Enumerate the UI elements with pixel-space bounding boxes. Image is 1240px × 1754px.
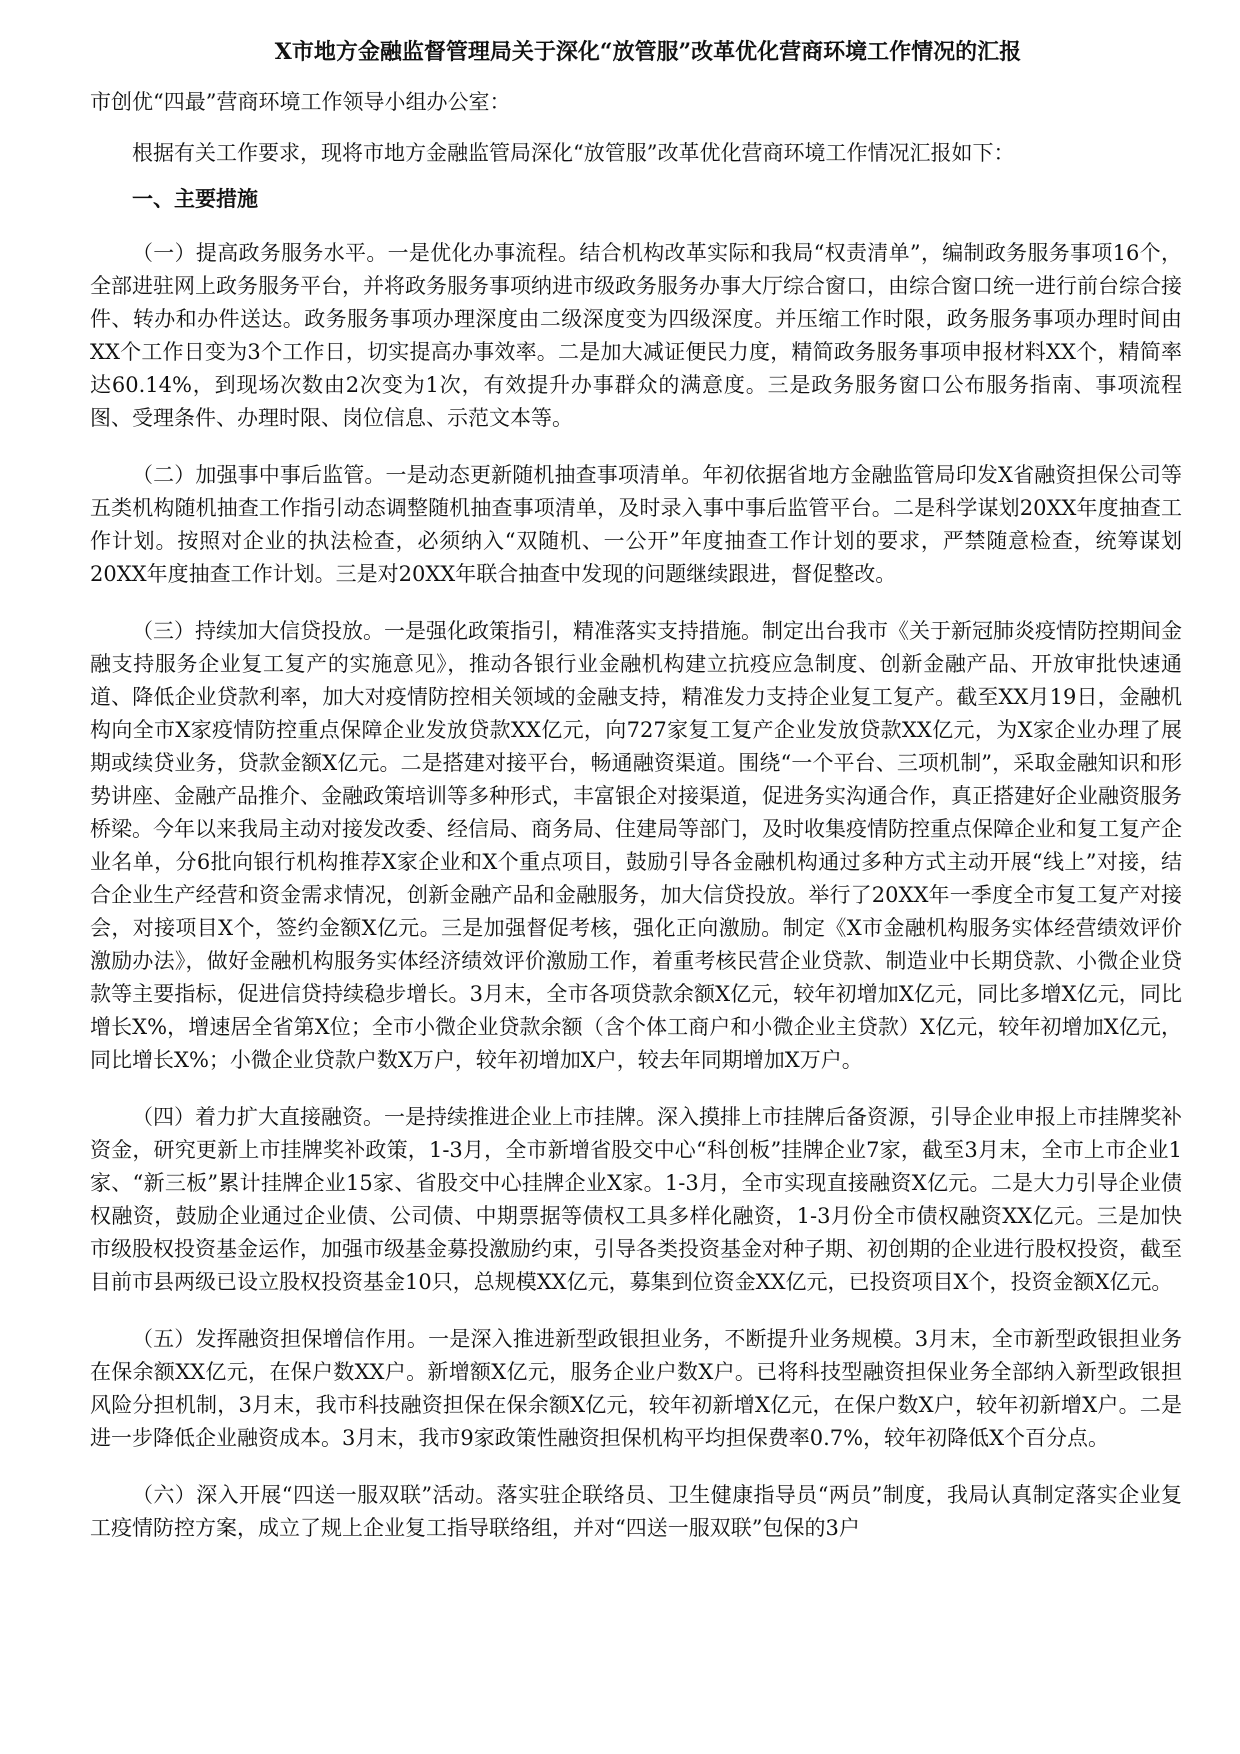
paragraph-5: （五）发挥融资担保增信作用。一是深入推进新型政银担业务，不断提升业务规模。3月末，全市新型政银担业务在保余额XX亿元，在保户数XX户。新增额X亿元，服务企业户数X户。已将科技型融资担保业务全部纳入新型政银担风险分担机制，3月末，我市科技融资担保在保余额X亿元，较年初新增X亿元，在保户数X户，较年初新增X户。二是进一步降低企业融资成本。3月末，我市9家政策性融资担保机构平均担保费率0.7%，较年初降低X个百分点。 (90, 1327, 1182, 1450)
paragraph-2: （二）加强事中事后监管。一是动态更新随机抽查事项清单。年初依据省地方金融监管局印发X省融资担保公司等五类机构随机抽查工作指引动态调整随机抽查事项清单，及时录入事中事后监管平台。二是科学谋划20XX年度抽查工作计划。按照对企业的执法检查，必须纳入“双随机、一公开”年度抽查工作计划的要求，严禁随意检查，统筹谋划20XX年度抽查工作计划。三是对20XX年联合抽查中发现的问题继续跟进，督促整改。 (90, 463, 1182, 586)
paragraph-6: （六）深入开展“四送一服双联”活动。落实驻企联络员、卫生健康指导员“两员”制度，我局认真制定落实企业复工疫情防控方案，成立了规上企业复工指导联络组，并对“四送一服双联”包保的3户 (90, 1483, 1182, 1540)
paragraph-1: （一）提高政务服务水平。一是优化办事流程。结合机构改革实际和我局“权责清单”，编制政务服务事项16个，全部进驻网上政务服务平台，并将政务服务事项纳进市级政务服务办事大厅综合窗口，由综合窗口统一进行前台综合接件、转办和办件送达。政务服务事项办理深度由二级深度变为四级深度。并压缩工作时限，政务服务事项办理时间由XX个工作日变为3个工作日，切实提高办事效率。二是加大减证便民力度，精简政务服务事项申报材料XX个，精简率达60.14%，到现场次数由2次变为1次，有效提升办事群众的满意度。三是政务服务窗口公布服务指南、事项流程图、受理条件、办理时限、岗位信息、示范文本等。 (90, 241, 1182, 430)
paragraph-4: （四）着力扩大直接融资。一是持续推进企业上市挂牌。深入摸排上市挂牌后备资源，引导企业申报上市挂牌奖补资金，研究更新上市挂牌奖补政策，1-3月，全市新增省股交中心“科创板”挂牌企业7家，截至3月末，全市上市企业1家、“新三板”累计挂牌企业15家、省股交中心挂牌企业X家。1-3月，全市实现直接融资X亿元。二是大力引导企业债权融资，鼓励企业通过企业债、公司债、中期票据等债权工具多样化融资，1-3月份全市债权融资XX亿元。三是加快市级股权投资基金运作，加强市级基金募投激励约束，引导各类投资基金对种子期、初创期的企业进行股权投资，截至目前市县两级已设立股权投资基金10只，总规模XX亿元，募集到位资金XX亿元，已投资项目X个，投资金额X亿元。 (90, 1105, 1182, 1294)
intro-paragraph: 根据有关工作要求，现将市地方金融监管局深化“放管服”改革优化营商环境工作情况汇报如下： (132, 141, 1015, 165)
document-title: X市地方金融监督管理局关于深化“放管服”改革优化营商环境工作情况的汇报 (274, 39, 1022, 65)
section-heading: 一、主要措施 (132, 186, 258, 211)
paragraph-3: （三）持续加大信贷投放。一是强化政策指引，精准落实支持措施。制定出台我市《关于新冠肺炎疫情防控期间金融支持服务企业复工复产的实施意见》，推动各银行业金融机构建立抗疫应急制度、创新金融产品、开放审批快速通道、降低企业贷款利率，加大对疫情防控相关领域的金融支持，精准发力支持企业复工复产。截至XX月19日，金融机构向全市X家疫情防控重点保障企业发放贷款XX亿元，向727家复工复产企业发放贷款XX亿元，为X家企业办理了展期或续贷业务，贷款金额X亿元。二是搭建对接平台，畅通融资渠道。围绕“一个平台、三项机制”，采取金融知识和形势讲座、金融产品推介、金融政策培训等多种形式，丰富银企对接渠道，促进务实沟通合作，真正搭建好企业融资服务桥梁。今年以来我局主动对接发改委、经信局、商务局、住建局等部门，及时收集疫情防控重点保障企业和复工复产企业名单，分6批向银行机构推荐X家企业和X个重点项目，鼓励引导各金融机构通过多种方式主动开展“线上”对接，结合企业生产经营和资金需求情况，创新金融产品和金融服务，加大信贷投放。举行了20XX年一季度全市复工复产对接会，对接项目X个，签约金额X亿元。三是加强督促考核，强化正向激励。制定《X市金融机构服务实体经营绩效评价激励办法》，做好金融机构服务实体经济绩效评价激励工作，着重考核民营企业贷款、制造业中长期贷款、小微企业贷款等主要指标，促进信贷持续稳步增长。3月末，全市各项贷款余额X亿元，较年初增加X亿元，同比多增X亿元，同比增长X%，增速居全省第X位；全市小微企业贷款余额（含个体工商户和小微企业主贷款）X亿元，较年初增加X亿元，同比增长X%；小微企业贷款户数X万户，较年初增加X户，较去年同期增加X万户。 (90, 619, 1182, 1072)
salutation: 市创优“四最”营商环境工作领导小组办公室： (90, 90, 511, 114)
